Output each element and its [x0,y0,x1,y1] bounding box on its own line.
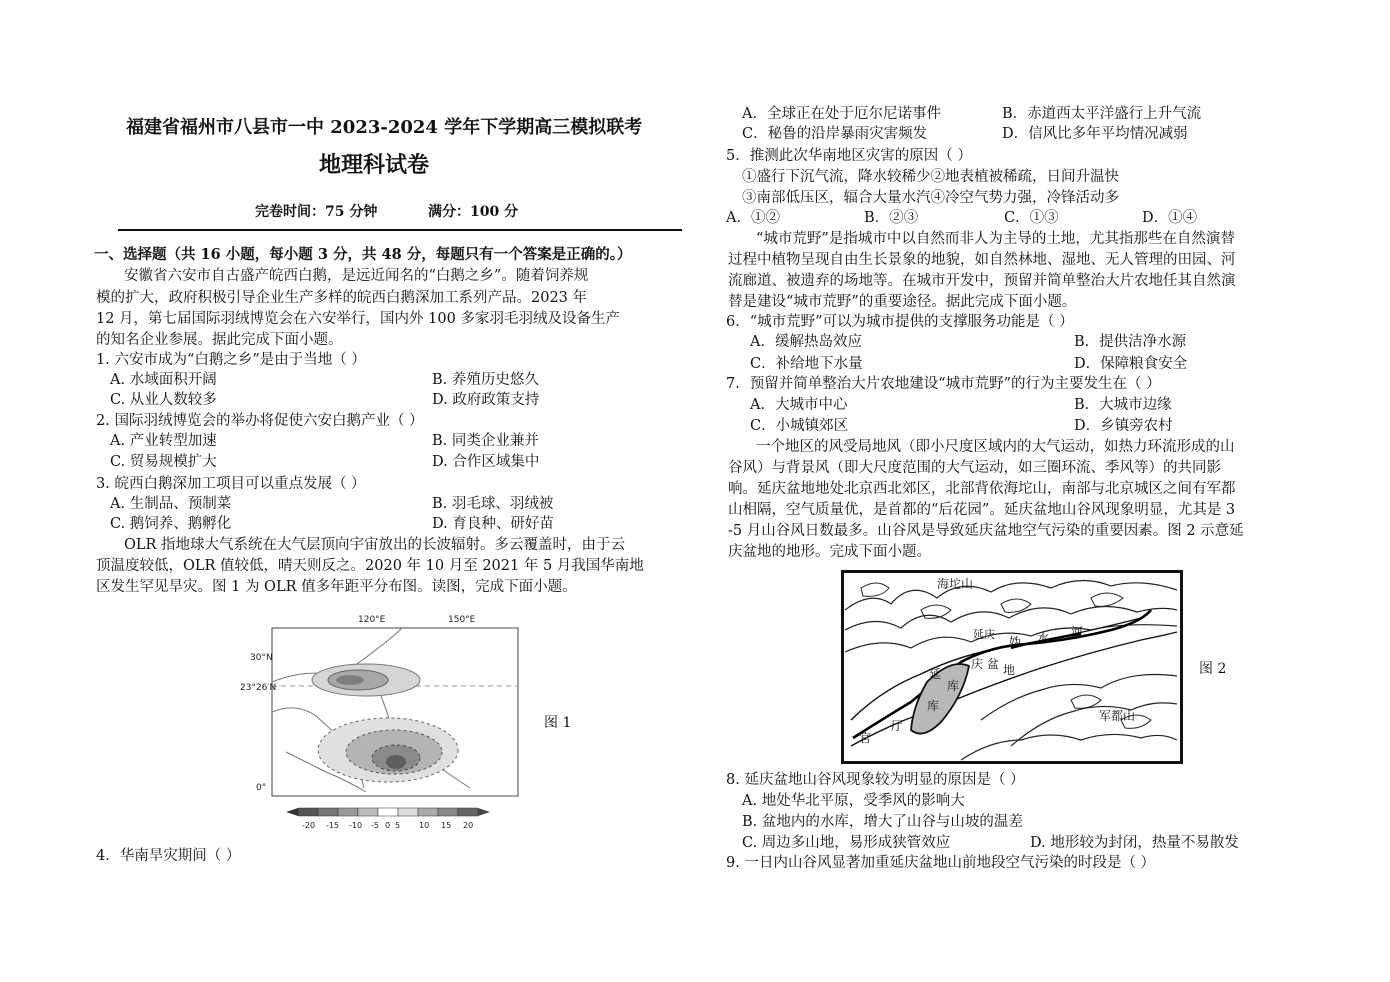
label-ku2: 库 [927,699,940,713]
lat-label-30: 30°N [250,653,273,663]
q5-option-a[interactable]: A．①② [726,210,780,226]
q4-option-b[interactable]: B．赤道西太平洋盛行上升气流 [1002,106,1202,122]
lon-label-120: 120°E [358,615,386,625]
passage1-line: 模的扩大，政府积极引导企业生产多样的皖西白鹅深加工系列产品。2023 年 [96,290,588,306]
label-he: 河 [1071,625,1084,639]
q7-option-c[interactable]: C．小城镇郊区 [750,418,849,434]
q6-option-d[interactable]: D．保障粮食安全 [1074,356,1188,372]
label-yan: 延 [929,667,942,681]
passage4-line: 谷风）与背景风（即大尺度范围的大气运动，如三圈环流、季风等）的共同影 [728,460,1221,476]
label-junduo-mountain: 军都山 [1099,709,1136,723]
legend-tick: 5 [395,821,401,830]
label-yanqing: 延庆 [973,628,995,641]
q5-option-d[interactable]: D．①④ [1142,210,1198,226]
q1-option-b[interactable]: B. 养殖历史悠久 [432,372,539,388]
label-qing: 庆 [971,657,984,671]
figure2-caption: 图 2 [1199,661,1227,677]
q2-option-a[interactable]: A. 产业转型加速 [110,433,217,449]
passage4-line: -5 月山谷风日数最多。山谷风是导致延庆盆地空气污染的重要因素。图 2 示意延 [728,523,1244,539]
passage4-line: 一个地区的风受局地风（即小尺度区域内的大气运动，如热力环流形成的山 [756,439,1235,455]
exam-subtitle: 地理科试卷 [319,152,430,178]
q3-option-d[interactable]: D. 育良种、研好苗 [432,516,554,532]
q6-option-c[interactable]: C．补给地下水量 [750,356,863,372]
q8-option-a[interactable]: A. 地处华北平原，受季风的影响大 [742,793,965,809]
legend-tick: -15 [326,821,340,830]
legend-tick: -10 [349,821,363,830]
passage4-line: 山相隔，空气质量优，是首都的“后花园”。延庆盆地山谷风现象明显，尤其是 3 [728,502,1236,518]
q5-statement: ①盛行下沉气流，降水较稀少②地表植被稀疏，日间升温快 [742,169,1119,185]
passage2-line: 区发生罕见旱灾。图 1 为 OLR 值多年距平分布图。读图，完成下面小题。 [96,579,577,595]
legend-tick: -5 [371,821,379,830]
q8-option-c[interactable]: C. 周边多山地，易形成狭管效应 [742,835,951,851]
q5-option-c[interactable]: C．①③ [1004,210,1059,226]
q1-option-a[interactable]: A. 水域面积开阔 [110,372,217,388]
legend-tick: 15 [441,821,452,830]
header-rule [118,229,682,231]
legend-tick: 20 [463,821,474,830]
lat-label-tropic: 23°26′N [240,683,277,693]
lon-label-150: 150°E [448,615,476,625]
label-haituo-mountain: 海坨山 [937,577,974,591]
passage3-line: 过程中植物呈现自由生长景象的地貌，如自然林地、湿地、无人管理的田园、河 [728,252,1236,268]
passage1-line: 的知名企业参展。据此完成下面小题。 [96,332,343,348]
passage4-line: 响。延庆盆地地处北京西北郊区，北部背依海坨山，南部与北京城区之间有军都 [728,481,1236,497]
q5-stem: 5．推测此次华南地区灾害的原因（ ） [726,148,972,164]
q4-stem: 4．华南旱灾期间（ ） [96,848,241,864]
q1-stem: 1. 六安市成为“白鹅之乡”是由于当地（ ） [96,352,366,368]
q8-stem: 8. 延庆盆地山谷风现象较为明显的原因是（ ） [726,772,1025,788]
exam-title: 福建省福州市八县市一中 2023-2024 学年下学期高三模拟联考 [126,117,643,138]
q4-option-c[interactable]: C．秘鲁的沿岸暴雨灾害频发 [742,126,928,142]
olr-anomaly-map [240,612,546,834]
legend-tick: -20 [302,821,316,830]
q1-option-c[interactable]: C. 从业人数较多 [110,392,217,408]
q5-statement: ③南部低压区，辐合大量水汽④冷空气势力强，冷锋活动多 [742,190,1119,206]
passage2-line: OLR 指地球大气系统在大气层顶向宇宙放出的长波辐射。多云覆盖时，由于云 [124,537,626,553]
exam-score: 满分：100 分 [428,204,519,220]
passage3-line: “城市荒野”是指城市中以自然而非人为主导的土地，尤其指那些在自然演替 [756,231,1235,247]
q2-option-b[interactable]: B. 同类企业兼并 [432,433,539,449]
q3-option-b[interactable]: B. 羽毛球、羽绒被 [432,496,554,512]
q6-stem: 6．“城市荒野”可以为城市提供的支撑服务功能是（ ） [726,314,1074,330]
q3-stem: 3. 皖西白鹅深加工项目可以重点发展（ ） [96,476,366,492]
q4-option-d[interactable]: D．信风比多年平均情况减弱 [1002,126,1188,142]
q7-option-b[interactable]: B．大城市边缘 [1074,397,1172,413]
q2-stem: 2. 国际羽绒博览会的举办将促使六安白鹅产业（ ） [96,413,424,429]
q3-option-c[interactable]: C. 鹅饲养、鹅孵化 [110,516,232,532]
label-ting: 厅 [891,719,904,733]
q8-option-d[interactable]: D. 地形较为封闭，热量不易散发 [1030,835,1239,851]
q1-option-d[interactable]: D. 政府政策支持 [432,392,540,408]
q6-option-a[interactable]: A．缓解热岛效应 [750,334,862,350]
legend-tick: 0 [385,821,391,830]
passage1-line: 安徽省六安市自古盛产皖西白鹅，是远近闻名的“白鹅之乡”。随着饲养规 [124,268,589,284]
q5-option-b[interactable]: B．②③ [864,210,919,226]
exam-time: 完卷时间：75 分钟 [255,204,378,220]
q8-option-b[interactable]: B. 盆地内的水库，增大了山谷与山坡的温差 [742,814,1023,830]
passage3-line: 替是建设“城市荒野”的重要途径。据此完成下面小题。 [728,294,1077,310]
section-heading: 一、选择题（共 16 小题，每小题 3 分，共 48 分，每题只有一个答案是正确的。） [94,246,632,263]
figure1-caption: 图 1 [544,715,572,731]
q2-option-c[interactable]: C. 贸易规模扩大 [110,454,217,470]
q2-option-d[interactable]: D. 合作区域集中 [432,454,540,470]
label-shui: 水 [1037,631,1050,645]
q7-stem: 7．预留并简单整治大片农地建设“城市荒野”的行为主要发生在（ ） [726,376,1161,392]
lat-label-equator: 0° [256,783,267,793]
label-guan: 官 [859,731,872,745]
yanqing-basin-map [841,570,1183,764]
label-di: 地 [1003,663,1016,677]
passage4-line: 庆盆地的地形。完成下面小题。 [728,544,931,560]
q3-option-a[interactable]: A. 生制品、预制菜 [110,496,232,512]
passage3-line: 流廊道、被遗弃的场地等。在城市开发中，预留并简单整治大片农地任其自然演 [728,273,1236,289]
label-gui: 妫 [1009,635,1022,649]
passage2-line: 顶温度较低，OLR 值较低，晴天则反之。2020 年 10 月至 2021 年 5 月我国华南地 [96,558,644,574]
q7-option-a[interactable]: A．大城市中心 [750,397,848,413]
q7-option-d[interactable]: D．乡镇旁农村 [1074,418,1173,434]
label-ku1: 库 [947,679,960,693]
q6-option-b[interactable]: B．提供洁净水源 [1074,334,1187,350]
passage1-line: 12 月，第七届国际羽绒博览会在六安举行，国内外 100 多家羽毛羽绒及设备生产 [96,311,620,327]
q9-stem: 9. 一日内山谷风显著加重延庆盆地山前地段空气污染的时段是（ ） [726,855,1156,871]
label-pen: 盆 [987,657,1000,671]
q4-option-a[interactable]: A．全球正在处于厄尔尼诺事件 [742,106,941,122]
legend-tick: 10 [419,821,430,830]
